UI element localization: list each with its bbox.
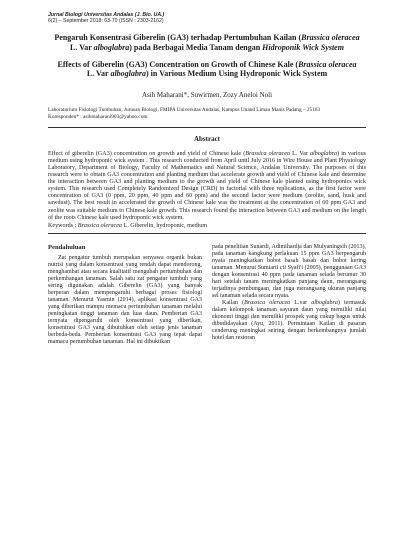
keywords: Keywords : Brassica oleracea L. Giberelin, hydroponic, medium bbox=[48, 222, 208, 229]
affiliation-address: Laboratorium Fisiologi Tumbuhan, Jurusan Biologi, FMIPA Universitas Andalas, Kampus Unand Limau Manis Padang – 25163 bbox=[48, 106, 321, 113]
divider bbox=[48, 127, 366, 128]
paragraph: pada penelitian Sunardi, Adimihardja dan Mulyaningsih (2013), pada tanaman kangkung perlakuan 15 ppm GA3 berpengaruh nyata meningkatkan bobot basah basah dan bobot kering tanaman. Menurut Sumiarti cit Syafi'i (2005), penggunaan GA3 dengan konsentrasi 40 ppm pada tanaman selada berumur 30 hari setelah tanam meningkatkan panjang daun, merangsang terjadinya pembungaan, dan juga merangsang ukuran panjang sel tanaman selada secara nyata. bbox=[212, 243, 366, 300]
journal-name: Jurnal Biologi Universitas Andalas (J. Bio. UA.) bbox=[48, 12, 165, 18]
journal-header bbox=[48, 12, 366, 24]
left-column bbox=[48, 244, 202, 347]
right-column bbox=[212, 244, 366, 347]
body-columns bbox=[48, 244, 366, 347]
title-indonesian: Pengaruh Konsentrasi Giberelin (GA3) terhadap Pertumbuhan Kailan (Brassica oleracea L. Var alboglabra) pada Berbagai Media Tanam dengan Hidroponik Wick System bbox=[54, 33, 360, 52]
correspondence: Koresponden* : asihmaharani903@yahoo.com bbox=[48, 113, 148, 120]
affiliation bbox=[48, 107, 366, 121]
section-heading: Pendahuluan bbox=[48, 243, 86, 251]
paragraph: Kailan (Brassica oleracea L.var alboglabra) termasuk dalam kelompok tanaman sayuran daun yang memiliki nilai ekonomi tinggi dan memiliki prospek yang cukup bagus untuk dibudidayakan (Ayu, 2011). Permintaan Kailan di pasaran cenderung meningkat seiring dengan berkembangnya jumlah hotel dan restoran bbox=[212, 300, 366, 342]
abstract-text: Effect of giberelin (GA3) concentration on growth and yield of Chinese kale (Brassica oleracea L. Var alboglabra) in various medium using hydroponic wick system . This research conducted from April until July 2016 in Wire House and Plant Physiology Laboratory, Department of Biology, Faculty of Mathematics and Natural Science, Andalas University. The purposes of this research were to obtain GA3 concentration and planting medium that accelerate growth and yield of Chinese kale and determine the interaction between GA3 and planting medium to the growth and yield of Chinese kale planted using hydroponics wick system. This research used Completely Randomized Design (CRD) in factorial with three replications, as the first factor were concentration of GA3 (0 ppm, 20 ppm, 40 ppm and 60 ppm) and the second factor were medium (zeolite, sand, husk and sawdust). The best result in accelerated the growth of Chinese kale was the treatment at the concentration of 60 ppm GA3 and zeolite was suitable medium to Chinese kale growth. This research found the interaction between GA3 and medium on the length of the roots Chinese kale used hydroponic wick system. bbox=[48, 150, 366, 221]
title-english: Effects of Giberelin (GA3) Concentration on Growth of Chinese Kale (Brassica oleracea L. Var alboglabra) in Various Medium Using Hydroponic Wick System bbox=[57, 59, 357, 79]
abstract-heading: Abstract bbox=[193, 134, 221, 143]
divider bbox=[48, 233, 366, 234]
journal-issue: 6(2) – September 2018: 63-70 (ISSN : 2303-2162) bbox=[48, 18, 164, 25]
authors: Asih Maharani*, Suwirmen, Zozy Aneloi Noli bbox=[141, 90, 273, 99]
paper-page bbox=[48, 12, 366, 346]
paragraph: Zat pengatur tumbuh merupakan senyawa organik bukan nutrisi yang dalam konsentrasi yang rendah dapat mendorong, menghambat atau secara kualitatif mengubah pertumbuhan dan perkembangan tanaman. Salah satu zat pengatur tumbuh yang sering digunakan adalah Giberelin (GA3) yang banyak berperan dalam mempengaruhi berbagai proses fisiologi tanaman. Menurut Yasmin (2014), aplikasi konsentrasi GA3 yang diberikan mampu memacu pertumbuhan tanaman melalui peningkatan tinggi tanaman dan luas daun. Pemberian GA3 ternyata dipengaruhi oleh konsentrasi yang diberikan, konsentrasi GA3 yang dibutuhkan oleh setiap jenis tanaman berbeda-beda. Pemberian konsentrasi GA3 yang tepat dapat mamacu pertumbuhan tanaman. Hal ini dibuktikan bbox=[48, 254, 202, 346]
